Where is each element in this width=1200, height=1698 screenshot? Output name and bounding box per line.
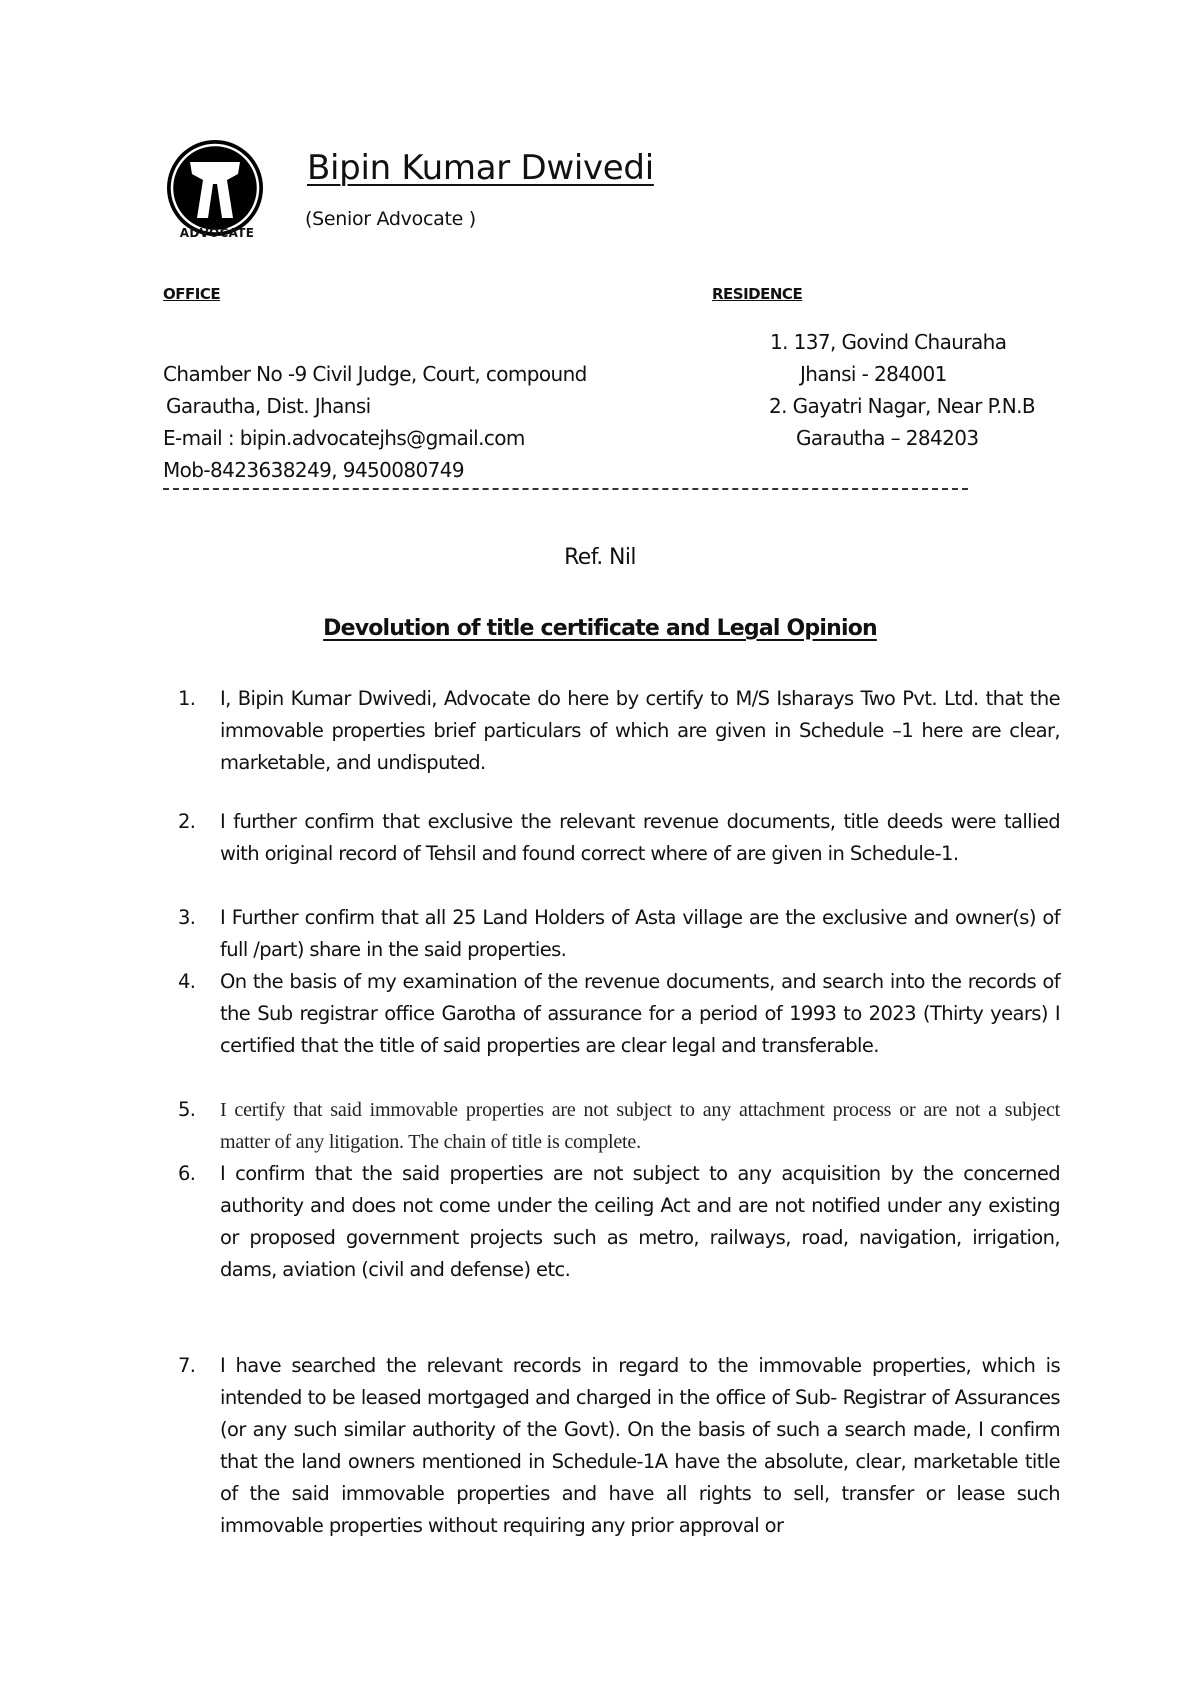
- item-text: I Further confirm that all 25 Land Holders of Asta village are the exclusive and owner(s) of full /part) share in the said properties.: [220, 906, 1060, 961]
- list-item: [178, 1094, 1060, 1158]
- logo-label: ADVOCATE: [179, 226, 255, 240]
- item-number: 7.: [178, 1354, 196, 1377]
- office-email: E-mail : bipin.advocatejhs@gmail.com: [163, 426, 525, 450]
- item-number: 2.: [178, 810, 196, 833]
- residence-line: 1. 137, Govind Chauraha: [770, 330, 1007, 354]
- residence-line: Jhansi - 284001: [800, 362, 947, 386]
- list-item: [178, 1350, 1060, 1542]
- item-text: I confirm that the said properties are not subject to any acquisition by the concerned authority and does not come under the ceiling Act and are not notified under any existing or proposed government projects such as metro, railways, road, navigation, irrigation, dams, aviation (civil and defense) etc.: [220, 1162, 1060, 1281]
- list-item: [178, 902, 1060, 966]
- advocate-name: Bipin Kumar Dwivedi: [307, 148, 654, 188]
- advocate-designation: (Senior Advocate ): [305, 208, 476, 230]
- office-address-line: Chamber No -9 Civil Judge, Court, compound: [163, 362, 587, 386]
- list-item: [178, 966, 1060, 1062]
- office-mobile: Mob-8423638249, 9450080749: [163, 458, 465, 482]
- office-heading: OFFICE: [163, 285, 221, 303]
- header-divider: [163, 488, 968, 490]
- residence-line: 2. Gayatri Nagar, Near P.N.B: [769, 394, 1036, 418]
- item-number: 3.: [178, 906, 196, 929]
- item-number: 5.: [178, 1098, 196, 1121]
- document-title: Devolution of title certificate and Legal Opinion: [323, 616, 877, 641]
- item-text: I, Bipin Kumar Dwivedi, Advocate do here by certify to M/S Isharays Two Pvt. Ltd. that the immovable properties brief particulars of which are given in Schedule –1 here are clear, marketable, and undisputed.: [220, 687, 1060, 774]
- item-number: 1.: [178, 687, 196, 710]
- office-address-line: Garautha, Dist. Jhansi: [166, 394, 371, 418]
- item-number: 6.: [178, 1162, 196, 1185]
- residence-line: Garautha – 284203: [796, 426, 979, 450]
- residence-heading: RESIDENCE: [712, 285, 803, 303]
- item-text: I certify that said immovable properties are not subject to any attachment process or are not a subject matter of any litigation. The chain of title is complete.: [220, 1099, 1060, 1153]
- item-text: I have searched the relevant records in regard to the immovable properties, which is intended to be leased mortgaged and charged in the office of Sub- Registrar of Assurances (or any such similar authority of the Govt). On the basis of such a search made, I confirm that the land owners mentioned in Schedule-1A have the absolute, clear, marketable title of the said immovable properties and have all rights to sell, transfer or lease such immovable properties without requiring any prior approval or: [220, 1354, 1060, 1537]
- reference-number: Ref. Nil: [564, 545, 636, 570]
- item-text: On the basis of my examination of the revenue documents, and search into the records of the Sub registrar office Garotha of assurance for a period of 1993 to 2023 (Thirty years) I certified that the title of said properties are clear legal and transferable.: [220, 970, 1060, 1057]
- list-item: [178, 683, 1060, 779]
- list-item: [178, 806, 1060, 870]
- list-item: [178, 1158, 1060, 1286]
- item-text: I further confirm that exclusive the relevant revenue documents, title deeds were tallied with original record of Tehsil and found correct where of are given in Schedule-1.: [220, 810, 1060, 865]
- item-number: 4.: [178, 970, 196, 993]
- advocate-emblem-icon: [165, 138, 265, 238]
